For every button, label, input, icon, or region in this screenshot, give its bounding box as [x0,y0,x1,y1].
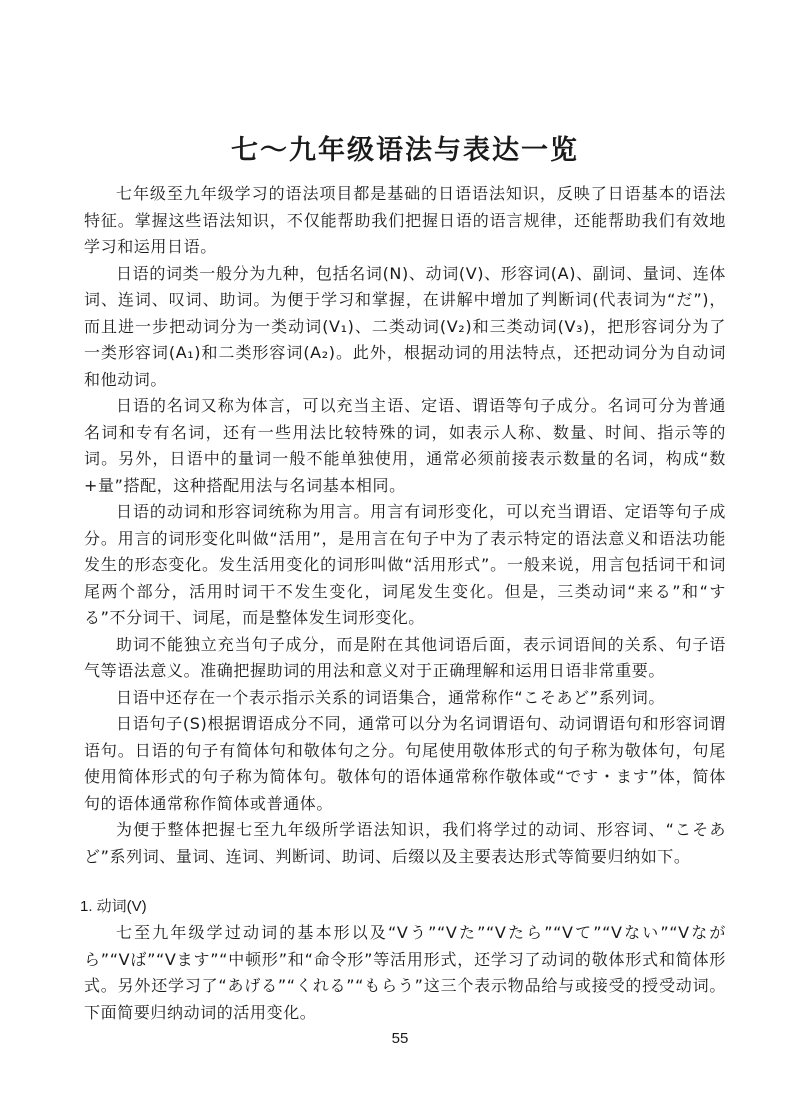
paragraph-summary: 为便于整体把握七至九年级所学语法知识，我们将学过的动词、形容词、“こそあど”系列词、量词、连词、判断词、助词、后缀以及主要表达形式等简要归纳如下。 [84,820,726,866]
paragraph-nouns: 日语的名词又称为体言，可以充当主语、定语、谓语等句子成分。名词可分为普通名词和专有名词，还有一些用法比较特殊的词，如表示人称、数量、时间、指示等的词。另外，日语中的量词一般不能单独使用，通常必须前接表示数量的名词，构成“数+量”搭配，这种搭配用法与名词基本相同。 [84,396,726,495]
paragraph-sentences: 日语句子(S)根据谓语成分不同，通常可以分为名词谓语句、动词谓语句和形容词谓语句。日语的句子有简体句和敬体句之分。句尾使用敬体形式的句子称为敬体句，句尾使用简体形式的句子称为简体句。敬体句的语体通常称作敬体或“です・ます”体，简体句的语体通常称作简体或普通体。 [84,714,726,813]
paragraph-intro: 七年级至九年级学习的语法项目都是基础的日语语法知识，反映了日语基本的语法特征。掌握这些语法知识，不仅能帮助我们把握日语的语言规律，还能帮助我们有效地学习和运用日语。 [84,184,726,256]
page-number: 55 [391,1030,409,1047]
text-body [80,181,726,1026]
page-title: 七～九年级语法与表达一览 [231,135,579,166]
paragraph-word-classes: 日语的词类一般分为九种，包括名词(N)、动词(V)、形容词(A)、副词、量词、连体词、连词、叹词、助词。为便于学习和掌握，在讲解中增加了判断词(代表词为“だ”)，而且进一步把动词分为一类动词(V₁)、二类动词(V₂)和三类动词(V₃)，把形容词分为了一类形容词(A₁)和二类形容词(A₂)。此外，根据动词的用法特点，还把动词分为自动词和他动词。 [84,263,726,389]
paragraph-kosoado: 日语中还存在一个表示指示关系的词语集合，通常称作“こそあど”系列词。 [116,687,665,707]
paragraph-verb-forms: 七至九年级学过动词的基本形以及“Vう”“Vた”“Vたら”“Vて”“Vない”“Vながら”“Vば”“Vます”“中顿形”和“命令形”等活用形式，还学习了动词的敬体形式和简体形式。另外还学习了“あげる”“くれる”“もらう”这三个表示物品给与或接受的授受动词。下面简要归纳动词的活用变化。 [84,923,726,1022]
paragraph-particles: 助词不能独立充当句子成分，而是附在其他词语后面，表示词语间的关系、句子语气等语法意义。准确把握助词的用法和意义对于正确理解和运用日语非常重要。 [84,634,726,680]
paragraph-verbs-adjectives: 日语的动词和形容词统称为用言。用言有词形变化，可以充当谓语、定语等句子成分。用言的词形变化叫做“活用”，是用言在句子中为了表示特定的语法意义和语法功能发生的形态变化。发生活用变化的词形叫做“活用形式”。一般来说，用言包括词干和词尾两个部分，活用时词干不发生变化，词尾发生变化。但是，三类动词“来る”和“する”不分词干、词尾，而是整体发生词形变化。 [84,502,726,627]
section-heading-verbs: 1. 动词(V) [80,898,147,915]
